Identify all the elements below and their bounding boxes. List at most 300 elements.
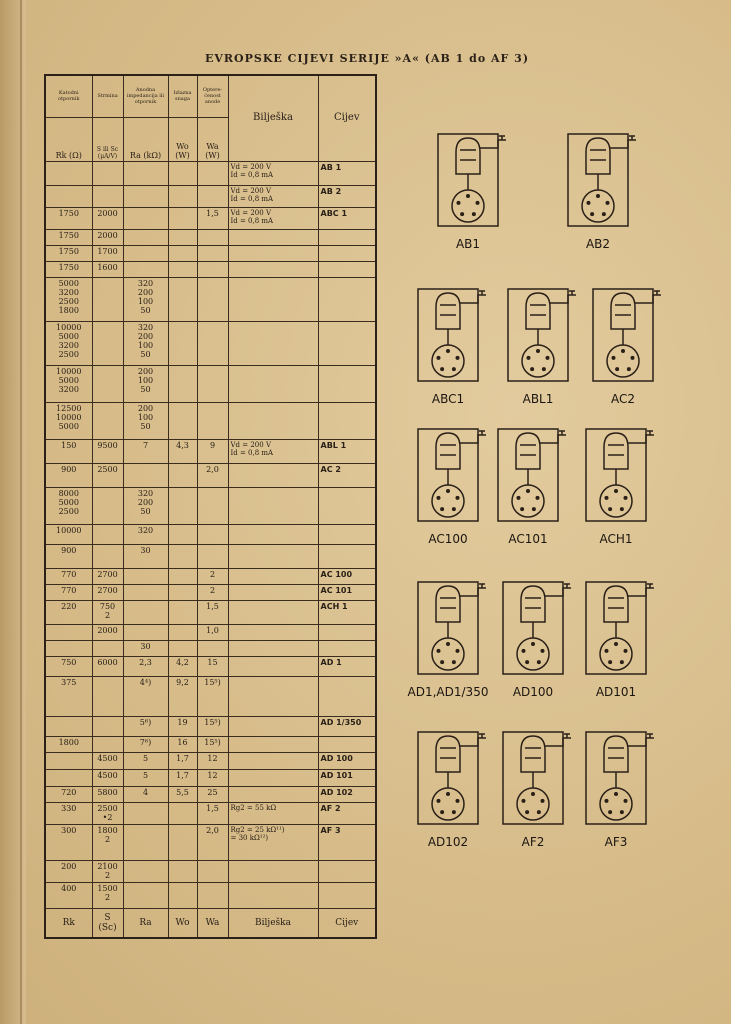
- cell-note: [228, 860, 318, 882]
- tube-diagram: [503, 732, 571, 849]
- tube-diagram: [408, 582, 489, 699]
- cell-tube: [318, 261, 376, 277]
- cell-line: 2: [104, 610, 111, 620]
- cell-ra: [123, 321, 168, 365]
- pin: [460, 212, 464, 216]
- table-row: [45, 207, 376, 229]
- tube-data-table: [44, 74, 377, 939]
- header-tube: Cijev: [318, 75, 376, 161]
- cell-line: 1750: [58, 230, 79, 240]
- cell-rk: [45, 365, 92, 402]
- pin: [521, 649, 525, 653]
- pin: [615, 367, 619, 371]
- cell-ra: [123, 402, 168, 439]
- cell-rk: [45, 824, 92, 860]
- cell-rk: [45, 229, 92, 245]
- cell-line: AF 3: [320, 825, 341, 835]
- cell-line: 2500: [58, 296, 79, 306]
- cell-line: 5: [142, 770, 149, 780]
- cell-line: 12: [207, 770, 218, 780]
- cell-rk: [45, 882, 92, 908]
- cell-s: [92, 321, 123, 365]
- cell-line: 320: [137, 278, 154, 288]
- cell-line: 6000: [97, 657, 118, 667]
- cell-rk: [45, 584, 92, 600]
- cell-s: [92, 524, 123, 544]
- cell-wa: [197, 365, 228, 402]
- pin: [526, 489, 530, 493]
- cell-tube: [318, 824, 376, 860]
- cell-tube: [318, 752, 376, 769]
- cell-line: 2000: [97, 230, 118, 240]
- diagram-label: AF2: [521, 835, 545, 849]
- cell-line: 770: [61, 585, 77, 595]
- cell-ra: [123, 439, 168, 463]
- cell-line: 5: [142, 753, 149, 763]
- cell-line: 15⁵): [204, 677, 221, 687]
- footer-ra: [123, 908, 168, 938]
- cell-tube: [318, 207, 376, 229]
- table-row: [45, 600, 376, 624]
- cell-line: 2: [104, 834, 111, 844]
- cell-ra: [123, 568, 168, 584]
- cell-line: 5,5: [176, 787, 189, 797]
- cell-line: 320: [137, 525, 154, 535]
- cell-wa: [197, 568, 228, 584]
- cell-line: 2500: [97, 803, 118, 813]
- cell-wa: [197, 802, 228, 824]
- cell-line: 100: [137, 296, 154, 306]
- cell-note: [228, 786, 318, 802]
- cell-line: 900: [61, 464, 77, 474]
- cell-wa: [197, 752, 228, 769]
- diagram-label: AD100: [512, 685, 554, 699]
- cell-wa: [197, 600, 228, 624]
- pin: [541, 799, 545, 803]
- tube-diagram: [503, 582, 571, 699]
- cell-line: 12500: [56, 403, 82, 413]
- cell-s: [92, 752, 123, 769]
- cell-rk: [45, 786, 92, 802]
- cell-wa: [197, 769, 228, 786]
- table-row: [45, 524, 376, 544]
- cell-line: 2: [209, 585, 216, 595]
- cell-rk: [45, 487, 92, 524]
- cell-line: 4,2: [176, 657, 189, 667]
- cell-ra: [123, 261, 168, 277]
- pin: [436, 496, 440, 500]
- cell-line: AD 1/350: [320, 717, 362, 727]
- cell-wo: [168, 365, 197, 402]
- table-row: [45, 802, 376, 824]
- cell-note: [228, 716, 318, 736]
- cell-line: Vd = 200 V: [230, 162, 271, 171]
- diagram-label: ABC1: [431, 392, 465, 406]
- pin: [537, 810, 541, 814]
- cell-wa: [197, 463, 228, 487]
- cell-wa: [197, 584, 228, 600]
- pin: [620, 507, 624, 511]
- pin: [604, 649, 608, 653]
- footer-wo: [168, 908, 197, 938]
- cell-ra: [123, 882, 168, 908]
- cell-rk: [45, 676, 92, 716]
- cell-line: 1800: [97, 825, 118, 835]
- cell-line: 3200: [58, 340, 79, 350]
- cell-ra: [123, 716, 168, 736]
- pin: [620, 810, 624, 814]
- pin: [530, 367, 534, 371]
- pin: [608, 507, 612, 511]
- cell-tube: [318, 544, 376, 568]
- cell-s: [92, 207, 123, 229]
- diagram-label: AC2: [610, 392, 636, 406]
- footer-line: Bilješka: [255, 917, 291, 928]
- pin: [452, 660, 456, 664]
- cell-tube: [318, 185, 376, 207]
- table-row: [45, 261, 376, 277]
- pin: [436, 649, 440, 653]
- cell-line: 10000: [56, 412, 82, 422]
- tube-diagram: [508, 289, 576, 406]
- cell-wo: [168, 676, 197, 716]
- cell-note: [228, 584, 318, 600]
- unit-rk: Rk (Ω): [45, 117, 92, 161]
- cell-line: 100: [137, 375, 154, 385]
- table-row: [45, 640, 376, 656]
- cell-tube: [318, 229, 376, 245]
- cell-line: 1750: [58, 262, 79, 272]
- pin: [525, 660, 529, 664]
- cell-line: AD 101: [320, 770, 353, 780]
- table-row: [45, 624, 376, 640]
- tube-diagram: [438, 134, 506, 251]
- diagram-label: ACH1: [599, 532, 633, 546]
- cell-line: 1,7: [176, 770, 189, 780]
- table-row: [45, 786, 376, 802]
- cell-line: Rg2 = 55 kΩ: [230, 803, 277, 812]
- table-row: [45, 824, 376, 860]
- cell-tube: [318, 568, 376, 584]
- pin: [446, 349, 450, 353]
- cell-note: [228, 229, 318, 245]
- cell-wo: [168, 207, 197, 229]
- pin: [456, 649, 460, 653]
- cell-wo: [168, 161, 197, 185]
- cell-line: 2,0: [206, 464, 219, 474]
- cell-s: [92, 568, 123, 584]
- table-row: [45, 860, 376, 882]
- table-row: [45, 676, 376, 716]
- cell-note: [228, 769, 318, 786]
- cell-line: 900: [61, 545, 77, 555]
- cell-ra: [123, 736, 168, 752]
- cell-line: 750: [61, 657, 77, 667]
- cell-ra: [123, 769, 168, 786]
- pin: [586, 201, 590, 205]
- cell-tube: [318, 365, 376, 402]
- cell-line: 2000: [97, 208, 118, 218]
- table-footer-row: [45, 908, 376, 938]
- cell-wa: [197, 245, 228, 261]
- cell-line: = 30 kΩ¹²): [230, 833, 269, 842]
- cell-line: ABC 1: [320, 208, 348, 218]
- footer-note: [228, 908, 318, 938]
- tube-diagram: [498, 429, 566, 546]
- cell-line: 7⁶): [139, 737, 152, 747]
- cell-note: [228, 161, 318, 185]
- tube-diagram: [418, 429, 486, 546]
- cell-note: [228, 487, 318, 524]
- footer-tube: [318, 908, 376, 938]
- cell-rk: [45, 624, 92, 640]
- cell-wa: [197, 229, 228, 245]
- cell-line: 4⁴): [139, 677, 152, 687]
- cell-line: 750: [99, 601, 116, 611]
- cell-s: [92, 624, 123, 640]
- cell-line: 5000: [58, 421, 79, 431]
- cell-note: [228, 321, 318, 365]
- cell-rk: [45, 736, 92, 752]
- pin: [526, 356, 530, 360]
- pin: [624, 496, 628, 500]
- cell-wo: [168, 439, 197, 463]
- cell-tube: [318, 321, 376, 365]
- cell-line: AC 101: [320, 585, 353, 595]
- cell-line: 5000: [58, 375, 79, 385]
- table-row: [45, 656, 376, 676]
- footer-line: Cijev: [335, 917, 359, 928]
- cell-line: 9500: [97, 440, 118, 450]
- cell-wo: [168, 769, 197, 786]
- cell-wa: [197, 524, 228, 544]
- cell-s: [92, 656, 123, 676]
- cell-line: AD 102: [320, 787, 353, 797]
- cell-line: 5800: [97, 787, 118, 797]
- pin: [531, 792, 535, 796]
- page-title: EVROPSKE CIJEVI SERIJE »A« (AB 1 do AF 3): [205, 52, 530, 65]
- pin: [456, 201, 460, 205]
- cell-wa: [197, 716, 228, 736]
- cell-line: Vd = 200 V: [230, 208, 271, 217]
- cell-s: [92, 365, 123, 402]
- cell-note: [228, 802, 318, 824]
- cell-line: Vd = 200 V: [230, 440, 271, 449]
- pin: [602, 212, 606, 216]
- cell-wa: [197, 487, 228, 524]
- cell-wa: [197, 656, 228, 676]
- cell-s: [92, 584, 123, 600]
- pin: [436, 356, 440, 360]
- cell-line: AD 1: [320, 657, 342, 667]
- cell-s: [92, 860, 123, 882]
- cell-tube: [318, 524, 376, 544]
- cell-wo: [168, 882, 197, 908]
- cell-wa: [197, 640, 228, 656]
- cell-tube: [318, 860, 376, 882]
- pin: [466, 194, 470, 198]
- cell-line: Id = 0,8 mA: [230, 448, 274, 457]
- cell-note: [228, 365, 318, 402]
- cell-ra: [123, 185, 168, 207]
- cell-line: 1750: [58, 208, 79, 218]
- cell-note: [228, 824, 318, 860]
- cell-wo: [168, 824, 197, 860]
- tube-diagram: [568, 134, 636, 251]
- pin: [525, 810, 529, 814]
- cell-rk: [45, 277, 92, 321]
- tube-diagram: [586, 732, 654, 849]
- cell-line: 200: [61, 861, 77, 871]
- cell-rk: [45, 261, 92, 277]
- cell-wo: [168, 402, 197, 439]
- cell-line: 2700: [97, 569, 118, 579]
- pin: [614, 489, 618, 493]
- cell-tube: [318, 600, 376, 624]
- book-spine: [0, 0, 26, 1024]
- cell-tube: [318, 716, 376, 736]
- cell-line: 1,5: [206, 208, 219, 218]
- pin: [440, 507, 444, 511]
- cell-wa: [197, 185, 228, 207]
- cell-wo: [168, 584, 197, 600]
- table-row: [45, 229, 376, 245]
- cell-note: [228, 676, 318, 716]
- header-wo: Izlazna snaga: [168, 75, 197, 117]
- cell-rk: [45, 568, 92, 584]
- cell-line: 320: [137, 322, 154, 332]
- cell-tube: [318, 786, 376, 802]
- cell-line: Id = 0,8 mA: [230, 170, 274, 179]
- cell-line: 2,3: [139, 657, 152, 667]
- pin: [546, 356, 550, 360]
- cell-note: [228, 568, 318, 584]
- tube-diagram: [593, 289, 661, 406]
- cell-ra: [123, 365, 168, 402]
- cell-note: [228, 624, 318, 640]
- cell-wa: [197, 736, 228, 752]
- pin: [611, 356, 615, 360]
- cell-wa: [197, 207, 228, 229]
- cell-s: [92, 402, 123, 439]
- cell-line: 1,5: [206, 601, 219, 611]
- cell-wo: [168, 245, 197, 261]
- footer-line: Wo: [175, 917, 190, 928]
- footer-rk: [45, 908, 92, 938]
- footer-s: [92, 908, 123, 938]
- tube-diagram: [586, 429, 654, 546]
- cell-s: [92, 882, 123, 908]
- cell-line: 320: [137, 488, 154, 498]
- cell-s: [92, 736, 123, 752]
- pin: [531, 642, 535, 646]
- cell-line: 10000: [56, 322, 82, 332]
- cell-tube: [318, 769, 376, 786]
- cell-line: 2: [104, 892, 111, 902]
- cell-line: 15⁵): [204, 737, 221, 747]
- diagram-canvas: [396, 130, 696, 870]
- pin: [456, 356, 460, 360]
- pin: [452, 507, 456, 511]
- cell-note: [228, 524, 318, 544]
- pin: [631, 356, 635, 360]
- cell-tube: [318, 277, 376, 321]
- table-row: [45, 584, 376, 600]
- cell-line: 50: [140, 384, 151, 394]
- cell-line: 9: [209, 440, 216, 450]
- pin: [624, 649, 628, 653]
- table-row: [45, 882, 376, 908]
- cell-ra: [123, 487, 168, 524]
- cell-ra: [123, 161, 168, 185]
- cell-note: [228, 640, 318, 656]
- cell-s: [92, 161, 123, 185]
- cell-wo: [168, 524, 197, 544]
- footer-line: (Sc): [98, 922, 117, 933]
- cell-line: AC 2: [320, 464, 341, 474]
- cell-tube: [318, 640, 376, 656]
- cell-line: 220: [61, 601, 77, 611]
- pin: [436, 799, 440, 803]
- cell-line: 100: [137, 340, 154, 350]
- cell-rk: [45, 439, 92, 463]
- cell-rk: [45, 321, 92, 365]
- cell-rk: [45, 640, 92, 656]
- pin: [446, 792, 450, 796]
- cell-wo: [168, 624, 197, 640]
- cell-ra: [123, 640, 168, 656]
- cell-s: [92, 676, 123, 716]
- cell-ra: [123, 656, 168, 676]
- cell-line: 1800: [58, 737, 79, 747]
- cell-wo: [168, 860, 197, 882]
- pin: [621, 349, 625, 353]
- tube-diagram: [418, 732, 486, 849]
- cell-wa: [197, 161, 228, 185]
- cell-s: [92, 439, 123, 463]
- cell-line: 150: [61, 440, 77, 450]
- pin: [456, 496, 460, 500]
- cell-line: 5000: [58, 497, 79, 507]
- cell-ra: [123, 752, 168, 769]
- pin: [516, 496, 520, 500]
- cell-wa: [197, 824, 228, 860]
- cell-line: 50: [140, 305, 151, 315]
- pin: [446, 489, 450, 493]
- cell-rk: [45, 802, 92, 824]
- cell-ra: [123, 277, 168, 321]
- cell-rk: [45, 207, 92, 229]
- table-row: [45, 277, 376, 321]
- cell-wo: [168, 544, 197, 568]
- cell-wo: [168, 185, 197, 207]
- pin: [624, 799, 628, 803]
- cell-line: Rg2 = 25 kΩ¹¹): [230, 825, 285, 834]
- cell-line: 2000: [97, 625, 118, 635]
- cell-rk: [45, 600, 92, 624]
- cell-line: 770: [61, 569, 77, 579]
- cell-line: 200: [137, 497, 154, 507]
- pin: [476, 201, 480, 205]
- diagram-label: AC101: [508, 532, 548, 546]
- cell-line: 19: [177, 717, 188, 727]
- pin: [452, 810, 456, 814]
- cell-rk: [45, 185, 92, 207]
- diagram-label: AC100: [428, 532, 468, 546]
- cell-line: 1750: [58, 246, 79, 256]
- cell-line: 2500: [58, 506, 79, 516]
- cell-tube: [318, 487, 376, 524]
